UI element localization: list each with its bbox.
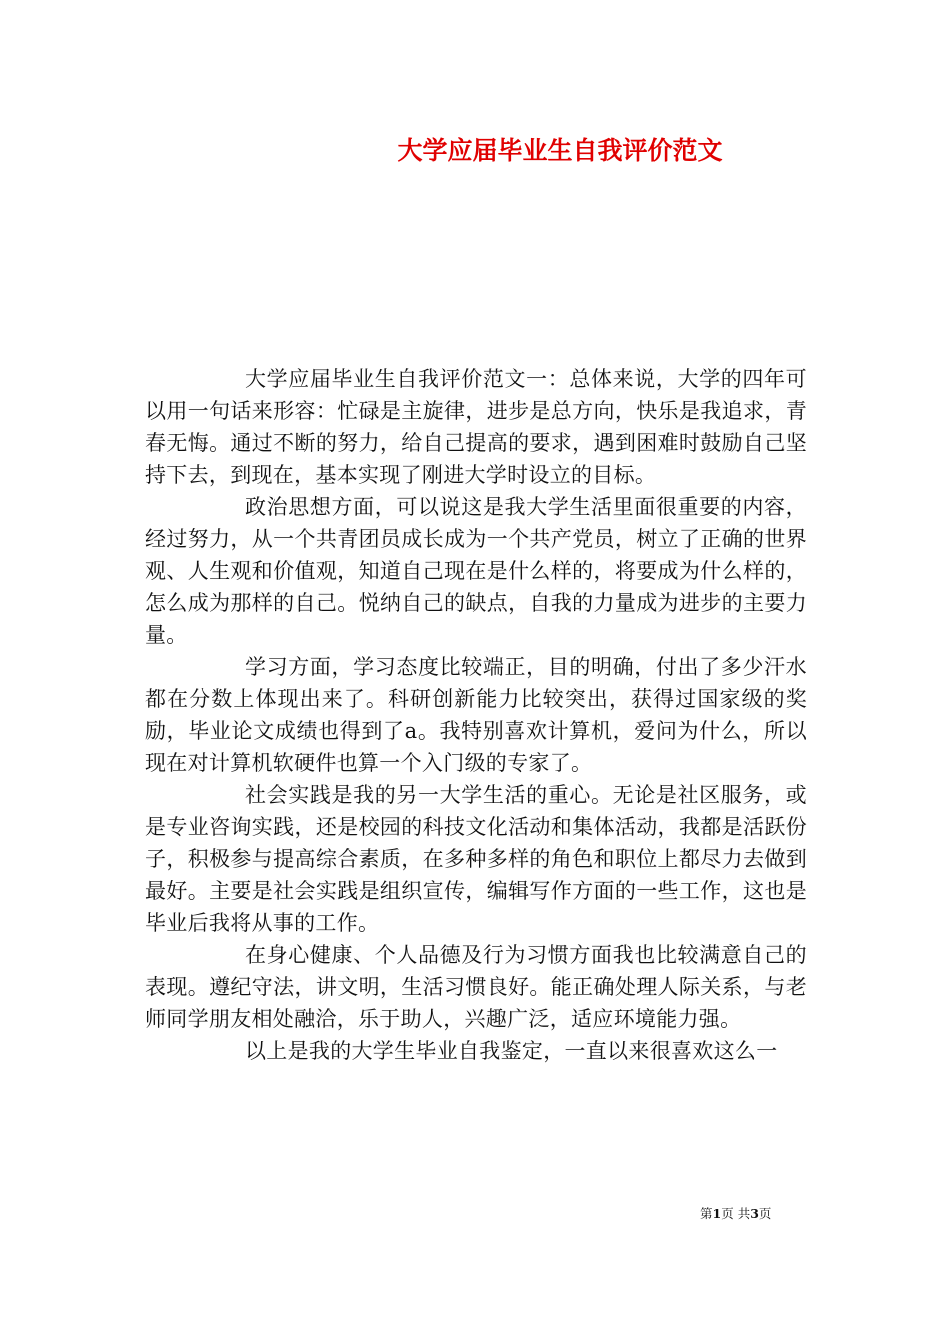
- paragraph-political-thought: 政治思想方面，可以说这是我大学生活里面很重要的内容，经过努力，从一个共青团员成长成为一个共产党员，树立了正确的世界观、人生观和价值观，知道自己现在是什么样的，将要成为什么样的，怎么成为那样的自己。悦纳自己的缺点，自我的力量成为进步的主要力量。: [145, 495, 807, 647]
- document-title: 大学应届毕业生自我评价范文: [397, 136, 723, 165]
- footer-current-page: 1: [712, 1206, 722, 1221]
- footer-suffix: 页: [758, 1206, 772, 1221]
- paragraph-study: 学习方面，学习态度比较端正，目的明确，付出了多少汗水都在分数上体现出来了。科研创新能力比较突出，获得过国家级的奖励，毕业论文成绩也得到了a。我特别喜欢计算机，爱问为什么，所以现在对计算机软硬件也算一个入门级的专家了。: [145, 655, 807, 775]
- paragraph-conclusion: 以上是我的大学生毕业自我鉴定，一直以来很喜欢这么一: [245, 1039, 778, 1063]
- paragraph-health-character: 在身心健康、个人品德及行为习惯方面我也比较满意自己的表现。遵纪守法，讲文明，生活习惯良好。能正确处理人际关系，与老师同学朋友相处融洽，乐于助人，兴趣广泛，适应环境能力强。: [145, 943, 807, 1031]
- footer-prefix: 第: [700, 1206, 713, 1221]
- footer-middle: 页 共: [721, 1206, 751, 1221]
- page-number-footer: [700, 1204, 771, 1222]
- footer-total-pages: 3: [750, 1206, 759, 1221]
- paragraph-intro: 大学应届毕业生自我评价范文一：总体来说，大学的四年可以用一句话来形容：忙碌是主旋律，进步是总方向，快乐是我追求，青春无悔。通过不断的努力，给自己提高的要求，遇到困难时鼓励自己坚持下去，到现在，基本实现了刚进大学时设立的目标。: [145, 367, 807, 487]
- document-body: [145, 363, 807, 1067]
- paragraph-social-practice: 社会实践是我的另一大学生活的重心。无论是社区服务，或是专业咨询实践，还是校园的科技文化活动和集体活动，我都是活跃份子，积极参与提高综合素质，在多种多样的角色和职位上都尽力去做到最好。主要是社会实践是组织宣传，编辑写作方面的一些工作，这也是毕业后我将从事的工作。: [145, 783, 807, 935]
